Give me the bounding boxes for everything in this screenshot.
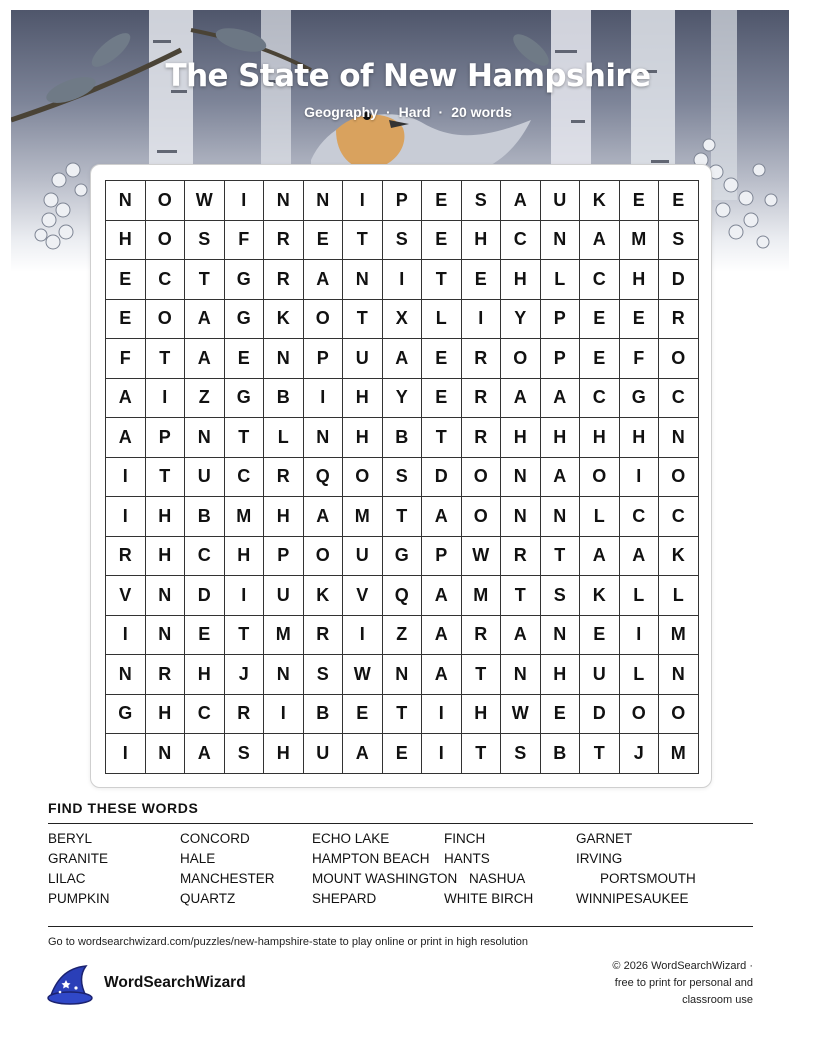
grid-cell[interactable]: C [659, 497, 699, 537]
word-item: HALE [180, 851, 216, 866]
grid-cell[interactable]: S [224, 734, 264, 774]
grid-cell[interactable]: I [106, 734, 146, 774]
grid-cell[interactable]: T [185, 260, 225, 300]
grid-cell[interactable]: K [580, 181, 620, 221]
grid-cell[interactable]: S [461, 181, 501, 221]
word-item: NASHUA [469, 871, 526, 886]
puzzle-meta [0, 104, 816, 120]
grid-cell[interactable]: E [422, 220, 462, 260]
grid-cell[interactable]: R [461, 418, 501, 458]
brand-name: WordSearchWizard [104, 974, 246, 991]
grid-cell[interactable]: G [224, 299, 264, 339]
grid-cell[interactable]: E [580, 299, 620, 339]
word-count-label: 20 words [451, 104, 512, 120]
grid-cell[interactable]: S [382, 220, 422, 260]
category-label: Geography [304, 104, 378, 120]
grid-cell[interactable]: N [185, 418, 225, 458]
word-item: LILAC [48, 871, 86, 886]
grid-cell[interactable]: L [264, 418, 304, 458]
grid-cell[interactable]: C [185, 536, 225, 576]
grid-cell[interactable]: E [619, 299, 659, 339]
grid-cell[interactable]: U [343, 536, 383, 576]
grid-cell[interactable]: N [382, 655, 422, 695]
grid-cell[interactable]: B [264, 378, 304, 418]
grid-cell[interactable]: I [461, 299, 501, 339]
grid-row [106, 536, 699, 576]
word-item: CONCORD [180, 831, 250, 846]
grid-cell[interactable]: C [619, 497, 659, 537]
grid-cell[interactable]: C [659, 378, 699, 418]
grid-cell[interactable]: L [619, 576, 659, 616]
grid-cell[interactable]: T [580, 734, 620, 774]
grid-cell[interactable]: H [501, 260, 541, 300]
divider [48, 823, 753, 824]
grid-cell[interactable]: A [343, 734, 383, 774]
grid-cell[interactable]: O [145, 220, 185, 260]
grid-cell[interactable]: A [501, 181, 541, 221]
grid-cell[interactable]: N [540, 220, 580, 260]
grid-cell[interactable]: M [659, 734, 699, 774]
grid-cell[interactable]: W [343, 655, 383, 695]
word-item: GARNET [576, 831, 633, 846]
grid-cell[interactable]: A [382, 339, 422, 379]
grid-row [106, 378, 699, 418]
grid-cell[interactable]: M [461, 576, 501, 616]
grid-cell[interactable]: S [659, 220, 699, 260]
grid-cell[interactable]: H [145, 497, 185, 537]
grid-cell[interactable]: R [264, 260, 304, 300]
grid-cell[interactable]: M [619, 220, 659, 260]
grid-row [106, 615, 699, 655]
grid-cell[interactable]: E [580, 615, 620, 655]
grid-cell[interactable]: R [303, 615, 343, 655]
grid-cell[interactable]: H [540, 418, 580, 458]
grid-cell[interactable]: M [659, 615, 699, 655]
grid-cell[interactable]: E [580, 339, 620, 379]
grid-cell[interactable]: Q [303, 457, 343, 497]
grid-cell[interactable]: O [145, 299, 185, 339]
grid-cell[interactable]: A [422, 655, 462, 695]
word-list [48, 831, 753, 911]
grid-cell[interactable]: P [264, 536, 304, 576]
grid-cell[interactable]: I [343, 181, 383, 221]
grid-cell[interactable]: D [185, 576, 225, 616]
word-item: PUMPKIN [48, 891, 110, 906]
word-item: IRVING [576, 851, 623, 866]
grid-cell[interactable]: I [382, 260, 422, 300]
grid-cell[interactable]: R [501, 536, 541, 576]
grid-cell[interactable]: L [540, 260, 580, 300]
grid-cell[interactable]: W [185, 181, 225, 221]
grid-row [106, 694, 699, 734]
grid-cell[interactable]: Y [382, 378, 422, 418]
copyright-line: classroom use [682, 994, 753, 1006]
grid-cell[interactable]: D [659, 260, 699, 300]
grid-cell[interactable]: Z [382, 615, 422, 655]
grid-cell[interactable]: N [106, 655, 146, 695]
grid-cell[interactable]: I [224, 181, 264, 221]
grid-row [106, 655, 699, 695]
grid-cell[interactable]: J [619, 734, 659, 774]
grid-cell[interactable]: N [145, 576, 185, 616]
grid-cell[interactable]: N [540, 497, 580, 537]
grid-row [106, 497, 699, 537]
grid-cell[interactable]: L [619, 655, 659, 695]
grid-cell[interactable]: T [343, 299, 383, 339]
grid-cell[interactable]: N [145, 615, 185, 655]
grid-cell[interactable]: W [461, 536, 501, 576]
grid-cell[interactable]: H [461, 694, 501, 734]
grid-cell[interactable]: N [501, 497, 541, 537]
grid-cell[interactable]: C [185, 694, 225, 734]
grid-cell[interactable]: G [224, 378, 264, 418]
grid-cell[interactable]: I [343, 615, 383, 655]
wizard-hat-icon [46, 962, 94, 1006]
grid-cell[interactable]: I [106, 615, 146, 655]
grid-cell[interactable]: U [264, 576, 304, 616]
grid-cell[interactable]: I [264, 694, 304, 734]
grid-cell[interactable]: S [382, 457, 422, 497]
grid-cell[interactable]: R [264, 457, 304, 497]
word-list-heading: FIND THESE WORDS [48, 800, 199, 816]
grid-cell[interactable]: A [580, 536, 620, 576]
grid-cell[interactable]: R [461, 615, 501, 655]
grid-cell[interactable]: U [580, 655, 620, 695]
grid-cell[interactable]: I [224, 576, 264, 616]
grid-cell[interactable]: H [619, 418, 659, 458]
grid-cell[interactable]: H [145, 694, 185, 734]
grid-cell[interactable]: B [303, 694, 343, 734]
grid-cell[interactable]: O [659, 694, 699, 734]
grid-cell[interactable]: R [145, 655, 185, 695]
grid-cell[interactable]: H [343, 378, 383, 418]
grid-cell[interactable]: H [343, 418, 383, 458]
grid-cell[interactable]: O [145, 181, 185, 221]
puzzle-grid-card [90, 164, 712, 788]
grid-cell[interactable]: P [382, 181, 422, 221]
grid-cell[interactable]: E [106, 299, 146, 339]
grid-cell[interactable]: H [540, 655, 580, 695]
page-title: The State of New Hampshire [165, 58, 651, 94]
grid-row [106, 299, 699, 339]
grid-cell[interactable]: N [264, 181, 304, 221]
grid-cell[interactable]: O [659, 339, 699, 379]
grid-cell[interactable]: H [264, 497, 304, 537]
grid-cell[interactable]: I [619, 457, 659, 497]
word-item: WHITE BIRCH [444, 891, 534, 906]
grid-row [106, 181, 699, 221]
grid-cell[interactable]: N [501, 655, 541, 695]
grid-cell[interactable]: R [264, 220, 304, 260]
grid-cell[interactable]: T [422, 418, 462, 458]
grid-cell[interactable]: N [659, 418, 699, 458]
grid-cell[interactable]: N [264, 655, 304, 695]
grid-cell[interactable]: F [619, 339, 659, 379]
grid-cell[interactable]: H [106, 220, 146, 260]
grid-cell[interactable]: D [422, 457, 462, 497]
grid-cell[interactable]: U [185, 457, 225, 497]
grid-cell[interactable]: E [106, 260, 146, 300]
grid-cell[interactable]: E [422, 339, 462, 379]
grid-cell[interactable]: I [303, 378, 343, 418]
grid-cell[interactable]: N [264, 339, 304, 379]
grid-cell[interactable]: I [106, 497, 146, 537]
grid-cell[interactable]: N [303, 181, 343, 221]
grid-cell[interactable]: K [303, 576, 343, 616]
grid-cell[interactable]: U [343, 339, 383, 379]
grid-cell[interactable]: R [224, 694, 264, 734]
grid-cell[interactable]: T [343, 220, 383, 260]
grid-cell[interactable]: E [382, 734, 422, 774]
grid-cell[interactable]: K [264, 299, 304, 339]
grid-cell[interactable]: Y [501, 299, 541, 339]
word-item: QUARTZ [180, 891, 236, 906]
grid-cell[interactable]: C [501, 220, 541, 260]
grid-cell[interactable]: H [145, 536, 185, 576]
grid-cell[interactable]: T [501, 576, 541, 616]
grid-cell[interactable]: C [224, 457, 264, 497]
grid-row [106, 457, 699, 497]
word-item: PORTSMOUTH [600, 871, 696, 886]
grid-cell[interactable]: F [224, 220, 264, 260]
grid-cell[interactable]: A [185, 339, 225, 379]
grid-cell[interactable]: H [264, 734, 304, 774]
grid-cell[interactable]: E [461, 260, 501, 300]
grid-cell[interactable]: N [145, 734, 185, 774]
grid-cell[interactable]: U [540, 181, 580, 221]
grid-cell[interactable]: R [106, 536, 146, 576]
grid-cell[interactable]: M [224, 497, 264, 537]
grid-cell[interactable]: I [422, 694, 462, 734]
meta-separator: · [385, 104, 391, 120]
grid-cell[interactable]: A [501, 378, 541, 418]
grid-cell[interactable]: N [659, 655, 699, 695]
grid-cell[interactable]: T [224, 418, 264, 458]
grid-cell[interactable]: D [580, 694, 620, 734]
grid-cell[interactable]: F [106, 339, 146, 379]
letter-grid [105, 180, 699, 774]
grid-cell[interactable]: M [343, 497, 383, 537]
grid-cell[interactable]: K [659, 536, 699, 576]
grid-cell[interactable]: E [185, 615, 225, 655]
word-item: SHEPARD [312, 891, 377, 906]
grid-row [106, 260, 699, 300]
grid-cell[interactable]: L [422, 299, 462, 339]
word-item: HAMPTON BEACH [312, 851, 430, 866]
grid-cell[interactable]: G [106, 694, 146, 734]
grid-cell[interactable]: G [224, 260, 264, 300]
grid-cell[interactable]: R [461, 378, 501, 418]
grid-cell[interactable]: P [422, 536, 462, 576]
grid-cell[interactable]: B [540, 734, 580, 774]
grid-cell[interactable]: O [343, 457, 383, 497]
grid-cell[interactable]: S [303, 655, 343, 695]
grid-cell[interactable]: B [185, 497, 225, 537]
grid-cell[interactable]: C [145, 260, 185, 300]
grid-cell[interactable]: V [343, 576, 383, 616]
grid-cell[interactable]: A [106, 378, 146, 418]
copyright-line: free to print for personal and [614, 977, 753, 989]
grid-cell[interactable]: E [422, 181, 462, 221]
grid-cell[interactable]: P [303, 339, 343, 379]
grid-cell[interactable]: O [580, 457, 620, 497]
grid-cell[interactable]: P [540, 299, 580, 339]
copyright-notice [563, 958, 753, 1009]
grid-row [106, 734, 699, 774]
grid-cell[interactable]: O [461, 457, 501, 497]
difficulty-label: Hard [398, 104, 431, 120]
grid-cell[interactable]: P [145, 418, 185, 458]
grid-cell[interactable]: S [540, 576, 580, 616]
grid-row [106, 418, 699, 458]
brand-logo[interactable] [46, 962, 276, 1006]
grid-cell[interactable]: O [659, 457, 699, 497]
copyright-line: © 2026 WordSearchWizard · [612, 960, 753, 972]
grid-cell[interactable]: B [382, 418, 422, 458]
grid-cell[interactable]: T [382, 694, 422, 734]
grid-cell[interactable]: I [145, 378, 185, 418]
grid-cell[interactable]: N [303, 418, 343, 458]
grid-cell[interactable]: L [580, 497, 620, 537]
grid-cell[interactable]: L [659, 576, 699, 616]
grid-cell[interactable]: A [303, 497, 343, 537]
grid-cell[interactable]: N [106, 181, 146, 221]
grid-cell[interactable]: R [461, 339, 501, 379]
grid-cell[interactable]: S [185, 220, 225, 260]
grid-cell[interactable]: O [501, 339, 541, 379]
meta-separator: · [438, 104, 444, 120]
grid-cell[interactable]: A [422, 576, 462, 616]
grid-cell[interactable]: I [422, 734, 462, 774]
grid-cell[interactable]: A [422, 497, 462, 537]
grid-cell[interactable]: T [461, 655, 501, 695]
divider [48, 926, 753, 927]
grid-cell[interactable]: E [343, 694, 383, 734]
grid-cell[interactable]: A [422, 615, 462, 655]
grid-cell[interactable]: Q [382, 576, 422, 616]
grid-cell[interactable]: T [461, 734, 501, 774]
grid-cell[interactable]: E [619, 181, 659, 221]
word-item: HANTS [444, 851, 490, 866]
word-item: BERYL [48, 831, 93, 846]
grid-cell[interactable]: E [224, 339, 264, 379]
grid-cell[interactable]: H [501, 418, 541, 458]
grid-row [106, 339, 699, 379]
grid-cell[interactable]: G [382, 536, 422, 576]
grid-cell[interactable]: J [224, 655, 264, 695]
grid-cell[interactable]: O [461, 497, 501, 537]
grid-cell[interactable]: H [619, 260, 659, 300]
grid-cell[interactable]: M [264, 615, 304, 655]
grid-cell[interactable]: A [501, 615, 541, 655]
grid-cell[interactable]: C [580, 260, 620, 300]
grid-cell[interactable]: E [540, 694, 580, 734]
grid-cell[interactable]: T [145, 457, 185, 497]
grid-cell[interactable]: A [185, 734, 225, 774]
grid-cell[interactable]: A [540, 378, 580, 418]
word-item: WINNIPESAUKEE [576, 891, 689, 906]
grid-cell[interactable]: C [580, 378, 620, 418]
grid-cell[interactable]: E [303, 220, 343, 260]
word-item: ECHO LAKE [312, 831, 390, 846]
grid-cell[interactable]: E [659, 181, 699, 221]
grid-cell[interactable]: A [619, 536, 659, 576]
grid-cell[interactable]: A [580, 220, 620, 260]
grid-cell[interactable]: S [501, 734, 541, 774]
grid-cell[interactable]: T [382, 497, 422, 537]
grid-row [106, 220, 699, 260]
grid-cell[interactable]: H [224, 536, 264, 576]
grid-cell[interactable]: A [106, 418, 146, 458]
grid-cell[interactable]: X [382, 299, 422, 339]
grid-cell[interactable]: O [619, 694, 659, 734]
grid-cell[interactable]: A [185, 299, 225, 339]
grid-cell[interactable]: A [540, 457, 580, 497]
grid-cell[interactable]: I [619, 615, 659, 655]
word-item: MOUNT WASHINGTON [312, 871, 458, 886]
grid-cell[interactable]: Z [185, 378, 225, 418]
word-item: MANCHESTER [180, 871, 275, 886]
grid-cell[interactable]: T [540, 536, 580, 576]
grid-cell[interactable]: T [145, 339, 185, 379]
word-item: FINCH [444, 831, 486, 846]
grid-cell[interactable]: G [619, 378, 659, 418]
grid-cell[interactable]: W [501, 694, 541, 734]
word-item: GRANITE [48, 851, 109, 866]
grid-cell[interactable]: O [303, 536, 343, 576]
grid-cell[interactable]: I [106, 457, 146, 497]
footer-link-text[interactable]: Go to wordsearchwizard.com/puzzles/new-hampshire-state to play online or print in high resolution [48, 936, 528, 948]
grid-cell[interactable]: V [106, 576, 146, 616]
grid-cell[interactable]: H [580, 418, 620, 458]
grid-cell[interactable]: T [224, 615, 264, 655]
grid-cell[interactable]: N [540, 615, 580, 655]
grid-row [106, 576, 699, 616]
grid-cell[interactable]: H [185, 655, 225, 695]
grid-cell[interactable]: U [303, 734, 343, 774]
grid-cell[interactable]: K [580, 576, 620, 616]
grid-cell[interactable]: N [343, 260, 383, 300]
grid-cell[interactable]: H [461, 220, 501, 260]
grid-cell[interactable]: R [659, 299, 699, 339]
grid-cell[interactable]: T [422, 260, 462, 300]
grid-cell[interactable]: P [540, 339, 580, 379]
grid-cell[interactable]: O [303, 299, 343, 339]
grid-cell[interactable]: N [501, 457, 541, 497]
grid-cell[interactable]: A [303, 260, 343, 300]
grid-cell[interactable]: E [422, 378, 462, 418]
